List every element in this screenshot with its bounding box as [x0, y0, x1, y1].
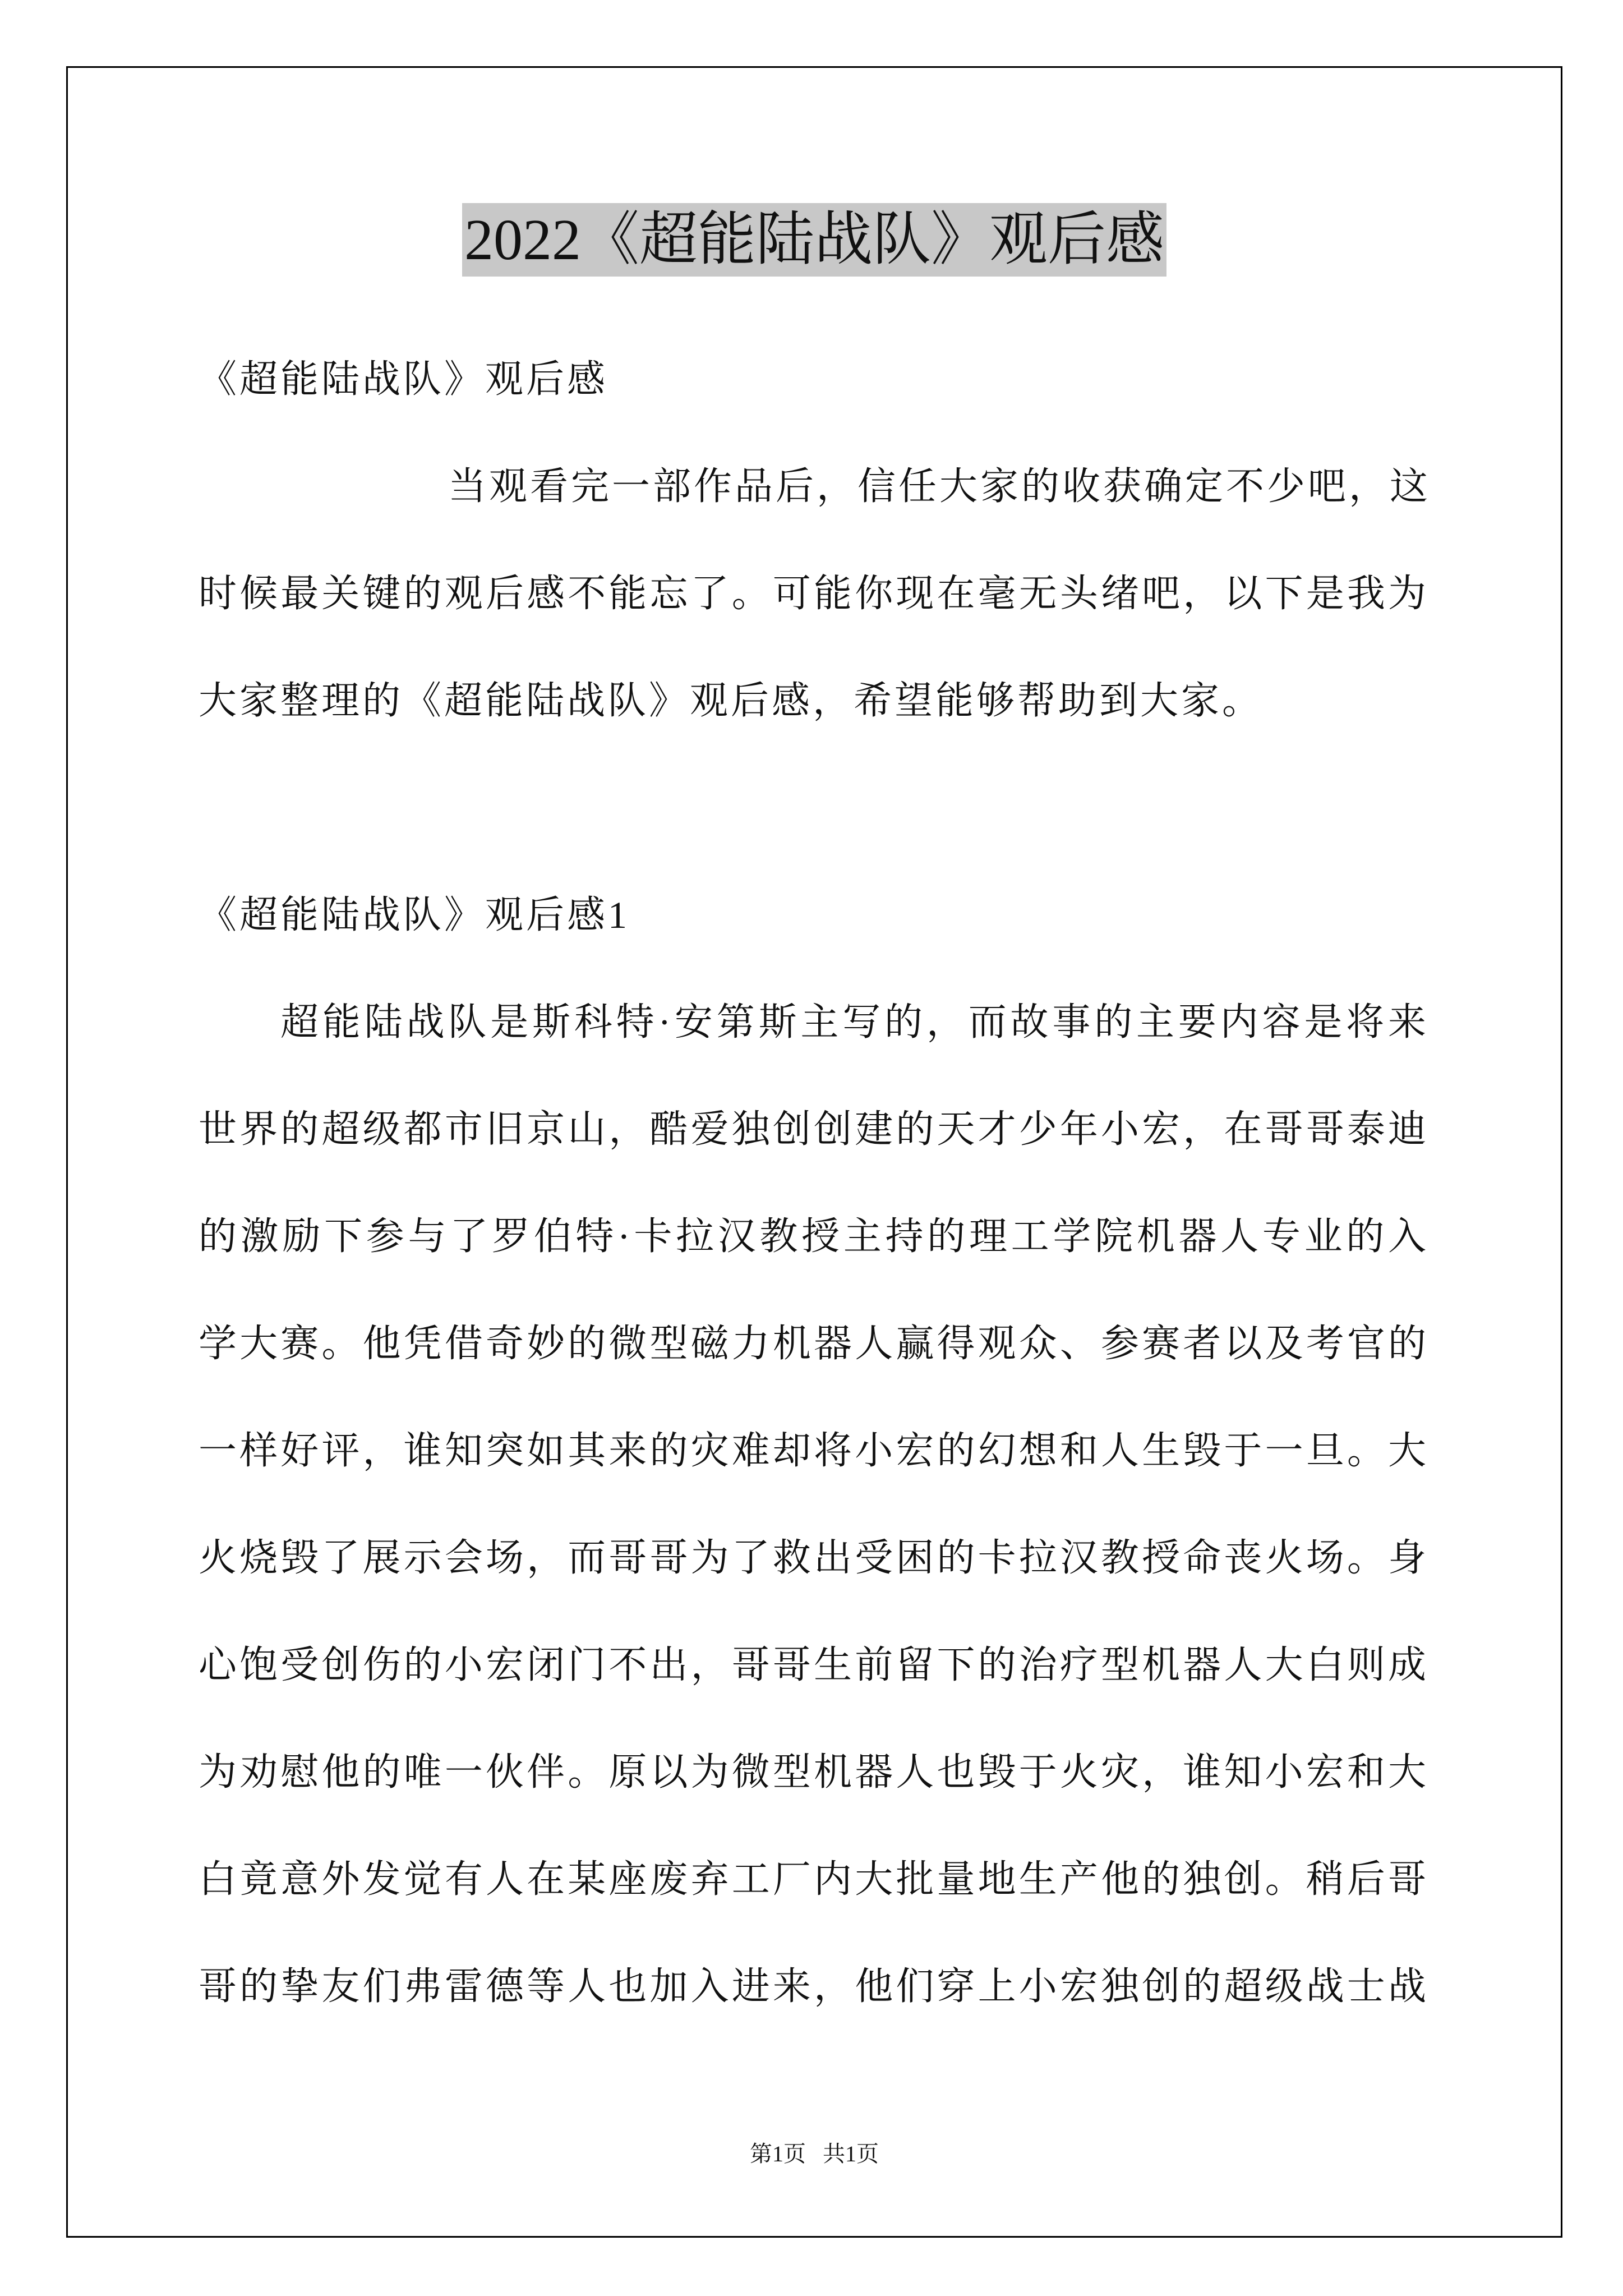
essay1-paragraph-line: 心饱受创伤的小宏闭门不出，哥哥生前留下的治疗型机器人大白则成 — [199, 1644, 1429, 1686]
essay1-paragraph-line: 学大赛。他凭借奇妙的微型磁力机器人赢得观众、参赛者以及考官的 — [199, 1322, 1429, 1365]
title-row — [66, 203, 1562, 277]
paragraph-spacer — [199, 754, 1429, 862]
essay1-paragraph-line: 一样好评，谁知突如其来的灾难却将小宏的幻想和人生毁于一旦。大 — [199, 1429, 1429, 1472]
intro-paragraph-line: 大家整理的《超能陆战队》观后感，希望能够帮助到大家。 — [199, 679, 1264, 722]
essay1-paragraph-line: 的激励下参与了罗伯特·卡拉汉教授主持的理工学院机器人专业的入 — [199, 1215, 1429, 1258]
document-body — [199, 326, 1429, 2040]
essay1-paragraph-line: 火烧毁了展示会场，而哥哥为了救出受困的卡拉汉教授命丧火场。身 — [199, 1536, 1429, 1579]
page-number-footer: 第1页 共1页 — [750, 2141, 879, 2166]
essay1-paragraph-line: 世界的超级都市旧京山，酷爱独创创建的天才少年小宏，在哥哥泰迪 — [199, 1108, 1429, 1151]
essay1-heading: 《超能陆战队》观后感1 — [199, 894, 630, 936]
essay1-paragraph-line: 白竟意外发觉有人在某座废弃工厂内大批量地生产他的独创。稍后哥 — [199, 1858, 1429, 1901]
intro-heading: 《超能陆战队》观后感 — [199, 358, 608, 401]
essay1-paragraph-line: 超能陆战队是斯科特·安第斯主写的，而故事的主要内容是将来 — [280, 1001, 1429, 1043]
essay1-paragraph-line: 为劝慰他的唯一伙伴。原以为微型机器人也毁于火灾，谁知小宏和大 — [199, 1751, 1429, 1793]
page-title: 2022《超能陆战队》观后感 — [462, 203, 1166, 277]
intro-paragraph-line: 当观看完一部作品后，信任大家的收获确定不少吧，这 — [448, 465, 1431, 508]
intro-paragraph-line: 时候最关键的观后感不能忘了。可能你现在毫无头绪吧，以下是我为 — [199, 572, 1429, 615]
essay1-paragraph-line: 哥的挚友们弗雷德等人也加入进来，他们穿上小宏独创的超级战士战 — [199, 1965, 1429, 2008]
